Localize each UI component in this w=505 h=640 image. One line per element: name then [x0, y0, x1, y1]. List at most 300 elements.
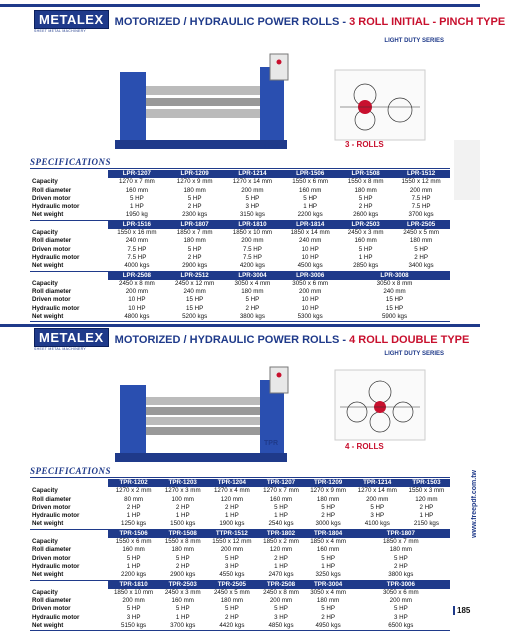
spec-value: 1850 x 10 mm	[232, 229, 273, 237]
spec-row	[30, 211, 450, 220]
spec-value: 5 HP	[130, 194, 144, 202]
spec-value: 2 HP	[393, 562, 408, 570]
spec-value: 7.5 HP	[127, 245, 147, 253]
spec-value: 100 mm	[171, 495, 194, 503]
model-cell: LPR-1209	[166, 170, 224, 178]
spec-value: 180 mm	[183, 186, 206, 194]
spec-value: 4550 kgs	[206, 571, 257, 580]
spacer-cell	[30, 220, 108, 229]
model-header-row	[30, 479, 450, 487]
side-url[interactable]: www.freepdf.com.tw	[471, 470, 478, 538]
model-header-row	[30, 220, 450, 229]
spec-row	[30, 614, 450, 622]
model-cell: TPR-1214	[352, 479, 403, 487]
spec-row	[30, 187, 450, 195]
spec-value: 180 mm	[389, 546, 412, 554]
spec-value: 5 HP	[224, 605, 239, 613]
spec-value: 7.5 HP	[411, 203, 431, 211]
spec-value: 1 HP	[224, 512, 239, 520]
spec-value: 180 mm	[171, 546, 194, 554]
title-red: 4 ROLL DOUBLE TYPE	[349, 334, 470, 346]
model-cell: TTPR-1512	[206, 529, 257, 538]
spec-value: 3 HP	[370, 512, 385, 520]
bottom-spec-rule	[30, 477, 450, 478]
spec-value: 180 mm	[354, 186, 377, 194]
spec-value: 7.5 HP	[127, 253, 147, 261]
model-cell: LPR-3006	[281, 271, 339, 280]
spec-value: 2900 kgs	[159, 571, 206, 580]
spec-value: 180 mm	[241, 288, 264, 296]
spec-value: 3800 kgs	[224, 313, 282, 322]
spec-value: 2 HP	[321, 613, 335, 621]
spec-value: 180 mm	[316, 495, 340, 503]
spec-row	[30, 538, 450, 546]
spec-value: 3050 x 8 mm	[376, 279, 413, 287]
spec-value: 200 mm	[409, 186, 433, 194]
spec-value: 1950 kg	[108, 211, 166, 220]
model-cell: TPR-2508	[257, 580, 304, 589]
spec-value: 4950 kgs	[305, 622, 352, 631]
spec-value: 10 HP	[301, 296, 319, 304]
model-cell: TPR-1203	[159, 479, 206, 487]
spec-value: 160 mm	[122, 546, 145, 554]
top-title	[115, 16, 505, 28]
spec-value: 1 HP	[274, 562, 288, 570]
spec-value: 5 HP	[187, 245, 202, 253]
spec-row	[30, 487, 450, 495]
spec-value: 4500 kgs	[281, 262, 339, 271]
spec-value: 5 HP	[175, 605, 190, 613]
spec-value: 3700 kgs	[392, 211, 450, 220]
model-cell: TPR-1503	[403, 479, 450, 487]
model-cell: TPR-1802	[257, 529, 304, 538]
spec-row	[30, 555, 450, 563]
spec-value: 5 HP	[393, 605, 408, 613]
spec-label: Net weight	[30, 571, 108, 580]
top-header	[0, 12, 505, 32]
spec-row	[30, 571, 450, 580]
spec-value: 1270 x 9 mm	[176, 178, 213, 186]
spec-value: 200 mm	[299, 288, 322, 296]
spec-row	[30, 546, 450, 554]
model-cell: LPR-2512	[166, 271, 224, 280]
spec-value: 1 HP	[126, 562, 141, 570]
spec-value: 1270 x 7 mm	[263, 487, 299, 495]
spec-label: Capacity	[32, 538, 58, 546]
spec-label: Net weight	[30, 211, 108, 220]
spec-value: 180 mm	[183, 237, 206, 245]
top-spec-heading: SPECIFICATIONS	[30, 157, 112, 167]
model-cell: LPR-1807	[166, 220, 224, 229]
spec-value: 160 mm	[171, 597, 194, 605]
spec-value: 180 mm	[220, 597, 244, 605]
spec-value: 10 HP	[301, 245, 319, 253]
model-cell: LPR-1207	[108, 170, 166, 178]
spec-value: 2450 x 8 mm	[119, 279, 155, 287]
model-cell: TPR-1207	[257, 479, 304, 487]
spec-value: 5 HP	[321, 605, 335, 613]
model-cell: TPR-1204	[206, 479, 257, 487]
spec-value: 1270 x 7 mm	[119, 178, 155, 186]
model-cell: TPR-2503	[159, 580, 206, 589]
spec-value: 1270 x 9 mm	[310, 487, 346, 495]
spacer-cell	[30, 271, 108, 280]
spec-value: 2470 kgs	[257, 571, 304, 580]
spec-value: 1850 x 14 mm	[290, 229, 330, 237]
spacer-cell	[30, 479, 108, 487]
model-cell: TPR-1804	[305, 529, 352, 538]
spec-value: 2 HP	[321, 512, 335, 520]
spec-value: 1550 x 3 mm	[408, 487, 445, 495]
spec-value: 5 HP	[370, 503, 385, 511]
spec-value: 1 HP	[274, 512, 288, 520]
spec-value: 2 HP	[419, 503, 434, 511]
spec-value: 1 HP	[130, 203, 144, 211]
spec-value: 2300 kgs	[166, 211, 224, 220]
spec-value: 2450 x 5 mm	[403, 229, 439, 237]
model-cell: TPR-2505	[206, 580, 257, 589]
spec-value: 2450 x 5 mm	[213, 588, 250, 596]
spec-value: 5 HP	[274, 503, 288, 511]
logo-wordmark: METALEX	[34, 10, 109, 29]
spec-value: 5 HP	[224, 554, 239, 562]
spec-value: 1 HP	[175, 512, 190, 520]
model-cell: TPR-3004	[305, 580, 352, 589]
spec-value: 2200 kgs	[281, 211, 339, 220]
spec-value: 4000 kgs	[108, 262, 166, 271]
spec-value: 4200 kgs	[224, 262, 282, 271]
spec-value: 2 HP	[126, 503, 141, 511]
spec-row	[30, 237, 450, 245]
spec-value: 5 HP	[414, 245, 428, 253]
spec-value: 2450 x 8 mm	[263, 588, 299, 596]
spec-label: Roll diameter	[32, 186, 72, 194]
tpr-model-label: TPR	[264, 440, 278, 447]
model-cell: LPR-2508	[108, 271, 166, 280]
three-roll-diagram	[335, 70, 425, 140]
spec-value: 1 HP	[175, 613, 190, 621]
spec-row	[30, 563, 450, 571]
spec-value: 10 HP	[128, 296, 146, 304]
spec-row	[30, 589, 450, 597]
spec-label: Hydraulic motor	[32, 512, 80, 520]
page-number: 185	[453, 606, 470, 615]
spec-label: Driven motor	[32, 503, 71, 511]
spec-label: Roll diameter	[32, 237, 72, 245]
spec-value: 7.5 HP	[242, 253, 262, 261]
spec-value: 1550 x 16 mm	[117, 229, 157, 237]
spec-value: 5 HP	[321, 554, 335, 562]
spec-value: 1 HP	[303, 203, 318, 211]
spec-value: 120 mm	[220, 495, 244, 503]
title-red: 3 ROLL INITIAL - PINCH TYPE	[349, 16, 505, 28]
spec-value: 160 mm	[269, 495, 293, 503]
spec-value: 15 HP	[186, 296, 204, 304]
model-cell: LPR-2503	[339, 220, 392, 229]
spec-value: 200 mm	[122, 597, 145, 605]
spec-label: Net weight	[30, 520, 108, 529]
spec-row	[30, 262, 450, 271]
spec-value: 180 mm	[409, 237, 433, 245]
spec-value: 3700 kgs	[159, 622, 206, 631]
spec-value: 5 HP	[321, 503, 335, 511]
spec-label: Roll diameter	[32, 288, 72, 296]
bottom-rolls-label: 4 - ROLLS	[345, 442, 384, 451]
spec-row	[30, 305, 450, 313]
spec-value: 180 mm	[316, 597, 340, 605]
spec-label: Driven motor	[32, 245, 71, 253]
model-cell: LPR-1512	[392, 170, 450, 178]
spec-row	[30, 622, 450, 631]
spec-value: 10 HP	[301, 253, 319, 261]
spec-label: Hydraulic motor	[32, 613, 80, 621]
tpr-machine-photo	[110, 365, 290, 465]
model-cell: LPR-1506	[281, 170, 339, 178]
model-cell: TPR-1202	[108, 479, 159, 487]
spec-value: 1550 x 6 mm	[115, 538, 152, 546]
spec-row	[30, 195, 450, 203]
model-cell: TPR-1810	[108, 580, 159, 589]
spec-value: 10 HP	[128, 304, 146, 312]
spec-label: Net weight	[30, 313, 108, 322]
model-cell: LPR-1810	[224, 220, 282, 229]
spec-value: 4850 kgs	[257, 622, 304, 631]
spec-value: 200 mm	[125, 288, 149, 296]
spec-label: Driven motor	[32, 605, 71, 613]
spec-value: 5 HP	[187, 194, 202, 202]
spec-value: 1 HP	[126, 512, 141, 520]
bottom-logo	[34, 328, 109, 352]
spec-value: 7.5 HP	[411, 194, 431, 202]
model-cell: LPR-3008	[339, 271, 450, 280]
model-cell: LPR-2505	[392, 220, 450, 229]
spec-value: 200 mm	[366, 495, 389, 503]
top-spec-rule	[30, 168, 450, 169]
spec-value: 200 mm	[241, 237, 264, 245]
spec-label: Capacity	[32, 487, 58, 495]
spec-label: Driven motor	[32, 194, 71, 202]
lpr-spec-table	[30, 170, 450, 322]
spec-value: 5 HP	[358, 245, 373, 253]
spec-value: 5 HP	[393, 554, 408, 562]
spec-value: 1850 x 7 mm	[176, 229, 213, 237]
model-header-row	[30, 529, 450, 538]
spec-value: 120 mm	[269, 546, 293, 554]
spec-value: 240 mm	[383, 288, 406, 296]
spec-value: 2 HP	[175, 503, 190, 511]
spec-row	[30, 504, 450, 512]
spec-label: Capacity	[32, 279, 58, 287]
spec-row	[30, 178, 450, 186]
spec-value: 2 HP	[187, 203, 202, 211]
model-header-row	[30, 271, 450, 280]
spec-value: 3 HP	[224, 562, 239, 570]
spec-value: 2 HP	[224, 613, 239, 621]
spec-value: 1270 x 3 mm	[164, 487, 201, 495]
spec-value: 2900 kgs	[166, 262, 224, 271]
spec-value: 10 HP	[301, 304, 319, 312]
spec-label: Hydraulic motor	[32, 562, 80, 570]
spec-label: Roll diameter	[32, 546, 72, 554]
spec-value: 5 HP	[274, 605, 288, 613]
top-header-bar	[0, 4, 480, 7]
model-cell: LPR-3004	[224, 271, 282, 280]
spec-row	[30, 512, 450, 520]
spec-value: 1550 x 6 mm	[292, 178, 329, 186]
side-tab	[454, 140, 480, 200]
spec-label: Driven motor	[32, 554, 71, 562]
spec-value: 1900 kgs	[206, 520, 257, 529]
spec-label: Capacity	[32, 229, 58, 237]
spec-label: Net weight	[30, 262, 108, 271]
spec-value: 1270 x 2 mm	[115, 487, 152, 495]
spec-value: 3 HP	[126, 613, 141, 621]
spec-value: 2200 kgs	[108, 571, 159, 580]
bottom-title	[115, 334, 470, 346]
tpr-spec-table	[30, 479, 450, 631]
spec-value: 200 mm	[220, 546, 244, 554]
model-cell: LPR-1214	[224, 170, 282, 178]
spec-value: 1550 x 12 mm	[401, 178, 441, 186]
spec-label: Capacity	[32, 178, 58, 186]
top-logo	[34, 10, 109, 34]
spec-value: 2450 x 3 mm	[164, 588, 201, 596]
model-cell: LPR-1516	[108, 220, 166, 229]
model-cell: TPR-1807	[352, 529, 450, 538]
spec-value: 1850 x 10 mm	[113, 588, 154, 596]
spec-label: Driven motor	[32, 296, 71, 304]
spec-value: 2850 kgs	[339, 262, 392, 271]
spec-value: 3050 x 6 mm	[292, 279, 329, 287]
spec-value: 3 HP	[393, 613, 408, 621]
spec-value: 3050 x 6 mm	[382, 588, 419, 596]
spacer-cell	[30, 529, 108, 538]
lpr-machine-photo	[110, 52, 290, 152]
spec-value: 4800 kgs	[108, 313, 166, 322]
spec-value: 120 mm	[415, 495, 438, 503]
spec-value: 6500 kgs	[352, 622, 450, 631]
spec-value: 3400 kgs	[392, 262, 450, 271]
spec-value: 5 HP	[245, 296, 260, 304]
spec-value: 2540 kgs	[257, 520, 304, 529]
spec-label: Roll diameter	[32, 597, 72, 605]
spec-value: 5 HP	[303, 194, 318, 202]
spec-row	[30, 203, 450, 211]
bottom-header-bar	[0, 324, 480, 327]
spec-value: 7.5 HP	[242, 245, 262, 253]
spec-value: 3 HP	[245, 203, 260, 211]
spec-value: 1270 x 14 mm	[232, 178, 273, 186]
spec-value: 160 mm	[125, 186, 149, 194]
top-series: LIGHT DUTY SERIES	[384, 38, 444, 44]
spec-value: 1270 x 14 mm	[357, 487, 397, 495]
spec-value: 1850 x 7 mm	[382, 538, 419, 546]
spec-value: 4420 kgs	[206, 622, 257, 631]
spec-value: 1 HP	[358, 253, 373, 261]
spec-value: 200 mm	[241, 186, 264, 194]
spec-row	[30, 296, 450, 304]
model-cell: TPR-1508	[159, 529, 206, 538]
spec-row	[30, 605, 450, 613]
spec-value: 5 HP	[245, 194, 260, 202]
spec-value: 3250 kgs	[305, 571, 352, 580]
spec-value: 1850 x 2 mm	[263, 538, 299, 546]
spec-value: 2450 x 12 mm	[175, 279, 215, 287]
spec-value: 1550 x 12 mm	[212, 538, 252, 546]
lpr-model-label: LPR	[264, 144, 278, 151]
spec-value: 200 mm	[269, 597, 293, 605]
spec-value: 1850 x 4 mm	[310, 538, 346, 546]
four-roll-diagram	[335, 370, 425, 440]
spec-value: 1550 x 8 mm	[347, 178, 384, 186]
spec-value: 2 HP	[274, 554, 288, 562]
spec-row	[30, 246, 450, 254]
logo-wordmark: METALEX	[34, 328, 109, 347]
spec-row	[30, 496, 450, 504]
spec-value: 15 HP	[385, 304, 404, 312]
model-cell: LPR-1508	[339, 170, 392, 178]
spec-value: 1 HP	[419, 512, 434, 520]
spec-row	[30, 280, 450, 288]
spec-value: 160 mm	[299, 186, 322, 194]
spec-value: 1270 x 4 mm	[213, 487, 250, 495]
spec-value: 4100 kgs	[352, 520, 403, 529]
bottom-spec-heading: SPECIFICATIONS	[30, 466, 112, 476]
logo-subtitle: SHEET METAL MACHINERY	[34, 347, 87, 352]
spec-value: 1500 kgs	[159, 520, 206, 529]
spec-value: 2 HP	[245, 304, 260, 312]
spec-value: 5200 kgs	[166, 313, 224, 322]
model-cell: TPR-1209	[305, 479, 352, 487]
spec-value: 160 mm	[354, 237, 377, 245]
spec-value: 2 HP	[358, 203, 373, 211]
spec-value: 2 HP	[414, 253, 428, 261]
spec-label: Hydraulic motor	[32, 253, 80, 261]
spec-value: 240 mm	[125, 237, 149, 245]
title-main: MOTORIZED / HYDRAULIC POWER ROLLS -	[114, 334, 350, 346]
spec-value: 2150 kgs	[403, 520, 450, 529]
spec-value: 240 mm	[183, 288, 206, 296]
spec-value: 5 HP	[175, 554, 190, 562]
spec-row	[30, 520, 450, 529]
spec-row	[30, 597, 450, 605]
spec-row	[30, 254, 450, 262]
model-header-row	[30, 580, 450, 589]
spec-value: 200 mm	[389, 597, 412, 605]
spec-value: 5900 kgs	[339, 313, 450, 322]
spec-value: 2 HP	[175, 562, 190, 570]
spec-value: 1 HP	[321, 562, 335, 570]
spec-value: 2 HP	[187, 253, 202, 261]
spec-value: 1550 x 8 mm	[164, 538, 201, 546]
spec-value: 15 HP	[385, 296, 404, 304]
bottom-header	[0, 330, 469, 350]
spec-row	[30, 288, 450, 296]
model-header-row	[30, 170, 450, 178]
spec-value: 3000 kgs	[305, 520, 352, 529]
spec-label: Hydraulic motor	[32, 304, 80, 312]
spec-value: 1250 kgs	[108, 520, 159, 529]
spec-row	[30, 229, 450, 237]
bottom-series: LIGHT DUTY SERIES	[384, 351, 444, 357]
spacer-cell	[30, 170, 108, 178]
spec-value: 5 HP	[126, 605, 141, 613]
spec-value: 3150 kgs	[224, 211, 282, 220]
spec-row	[30, 313, 450, 322]
spec-value: 160 mm	[316, 546, 340, 554]
spec-value: 5 HP	[358, 194, 373, 202]
spec-value: 3 HP	[274, 613, 288, 621]
